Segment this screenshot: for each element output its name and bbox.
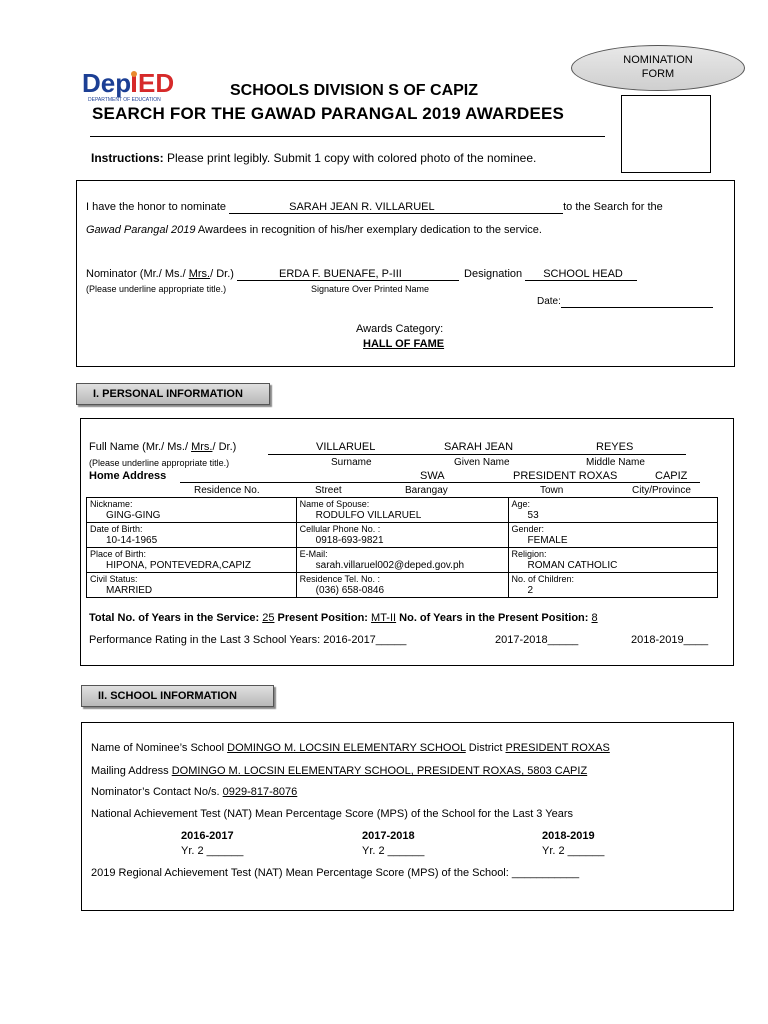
mailing-line: Mailing Address DOMINGO M. LOCSIN ELEMENTARY SCHOOL, PRESIDENT ROXAS, 5803 CAPIZ bbox=[91, 765, 588, 777]
gender-cell[interactable]: Gender: FEMALE bbox=[508, 523, 717, 548]
date-line: Date: bbox=[537, 296, 713, 308]
rating-2019[interactable]: 2018-2019____ bbox=[631, 634, 709, 646]
rating-line: Performance Rating in the Last 3 School Years: 2016-2017_____ bbox=[89, 634, 407, 646]
search-title: SEARCH FOR THE GAWAD PARANGAL 2019 AWARDEES bbox=[92, 104, 565, 123]
barangay-value[interactable]: SWA bbox=[420, 470, 445, 482]
instructions: Instructions: Please print legibly. Submit 1 copy with colored photo of the nominee. bbox=[91, 151, 537, 165]
nat-line: National Achievement Test (NAT) Mean Percentage Score (MPS) of the School for the Last 3 Years bbox=[91, 808, 574, 820]
street-label: Street bbox=[315, 485, 342, 496]
nat-yr-2[interactable]: Yr. 2 ______ bbox=[362, 845, 425, 857]
personal-info-tab: I. PERSONAL INFORMATION bbox=[76, 383, 270, 405]
title-rule bbox=[90, 136, 605, 137]
nat-year-1: 2016-2017 bbox=[181, 830, 234, 842]
signature-label: Signature Over Printed Name bbox=[311, 284, 430, 294]
table-row bbox=[87, 548, 718, 573]
photo-box[interactable] bbox=[621, 95, 711, 173]
regional-line[interactable]: 2019 Regional Achievement Test (NAT) Mean Percentage Score (MPS) of the School: ___________ bbox=[91, 867, 580, 879]
designation-field[interactable]: SCHOOL HEAD bbox=[525, 268, 637, 281]
table-row bbox=[87, 498, 718, 523]
nominate-line: I have the honor to nominate SARAH JEAN R. VILLARUEL to the Search for the bbox=[86, 201, 663, 213]
religion-cell[interactable]: Religion: ROMAN CATHOLIC bbox=[508, 548, 717, 573]
home-address-label: Home Address bbox=[89, 470, 167, 482]
contact-line: Nominator’s Contact No/s. 0929-817-8076 bbox=[91, 786, 298, 798]
underline-note: (Please underline appropriate title.) bbox=[86, 284, 227, 294]
cell-phone-cell[interactable]: Cellular Phone No. : 0918-693-9821 bbox=[296, 523, 508, 548]
surname-label: Surname bbox=[331, 457, 372, 468]
deped-logo bbox=[82, 68, 232, 104]
nickname-cell[interactable]: Nickname: GING-GING bbox=[87, 498, 297, 523]
table-row bbox=[87, 573, 718, 598]
awards-category-value: HALL OF FAME bbox=[363, 338, 445, 350]
children-cell[interactable]: No. of Children: 2 bbox=[508, 573, 717, 598]
middle-name-label: Middle Name bbox=[586, 457, 645, 468]
table-row bbox=[87, 523, 718, 548]
awards-category-label: Awards Category: bbox=[356, 323, 444, 335]
fullname-underline bbox=[268, 454, 686, 455]
underline-note-2: (Please underline appropriate title.) bbox=[89, 458, 230, 468]
nat-yr-1[interactable]: Yr. 2 ______ bbox=[181, 845, 244, 857]
birth-date-cell[interactable]: Date of Birth: 10-14-1965 bbox=[87, 523, 297, 548]
city-province-label: City/Province bbox=[632, 485, 691, 496]
nat-year-2: 2017-2018 bbox=[362, 830, 415, 842]
residence-tel-cell[interactable]: Residence Tel. No. : (036) 658-0846 bbox=[296, 573, 508, 598]
service-years-line: Total No. of Years in the Service: 25 Present Position: MT-II No. of Years in the Present Position: 8 bbox=[89, 612, 598, 624]
email-cell[interactable]: E-Mail: sarah.villaruel002@deped.gov.ph bbox=[296, 548, 508, 573]
address-underline bbox=[180, 482, 700, 483]
personal-info-grid bbox=[86, 497, 718, 598]
award-line: Gawad Parangal 2019 Awardees in recognition of his/her exemplary dedication to the service. bbox=[86, 224, 542, 236]
given-name-label: Given Name bbox=[454, 457, 510, 468]
spouse-cell[interactable]: Name of Spouse: RODULFO VILLARUEL bbox=[296, 498, 508, 523]
nat-yr-3[interactable]: Yr. 2 ______ bbox=[542, 845, 605, 857]
nominator-line: Nominator (Mr./ Ms./ Mrs./ Dr.) ERDA F. BUENAFE, P-III Designation SCHOOL HEAD bbox=[86, 268, 637, 281]
birth-place-cell[interactable]: Place of Birth: HIPONA, PONTEVEDRA,CAPIZ bbox=[87, 548, 297, 573]
date-field[interactable] bbox=[561, 296, 713, 308]
nominee-field[interactable]: SARAH JEAN R. VILLARUEL bbox=[229, 201, 563, 214]
school-info-tab: II. SCHOOL INFORMATION bbox=[81, 685, 274, 707]
school-name-line: Name of Nominee’s School DOMINGO M. LOCSIN ELEMENTARY SCHOOL District PRESIDENT ROXAS bbox=[91, 742, 610, 754]
division-title: SCHOOLS DIVISION S OF CAPIZ bbox=[230, 82, 479, 99]
nomination-form-badge: NOMINATION FORM bbox=[571, 45, 745, 91]
barangay-label: Barangay bbox=[405, 485, 448, 496]
logo-dep-text: Dep bbox=[82, 68, 132, 98]
town-label: Town bbox=[540, 485, 564, 496]
residence-no-label: Residence No. bbox=[194, 485, 260, 496]
rating-2018[interactable]: 2017-2018_____ bbox=[495, 634, 579, 646]
fullname-label: Full Name (Mr./ Ms./ Mrs./ Dr.) bbox=[89, 441, 237, 453]
surname-value[interactable]: VILLARUEL bbox=[316, 441, 376, 453]
civil-status-cell[interactable]: Civil Status: MARRIED bbox=[87, 573, 297, 598]
given-name-value[interactable]: SARAH JEAN bbox=[444, 441, 514, 453]
town-value[interactable]: PRESIDENT ROXAS bbox=[513, 470, 618, 482]
nominator-name-field[interactable]: ERDA F. BUENAFE, P-III bbox=[237, 268, 459, 281]
logo-ed-text: ED bbox=[138, 68, 175, 98]
age-cell[interactable]: Age: 53 bbox=[508, 498, 717, 523]
middle-name-value[interactable]: REYES bbox=[596, 441, 634, 453]
province-value[interactable]: CAPIZ bbox=[655, 470, 688, 482]
nat-year-3: 2018-2019 bbox=[542, 830, 595, 842]
logo-subtext: DEPARTMENT OF EDUCATION bbox=[88, 97, 161, 103]
